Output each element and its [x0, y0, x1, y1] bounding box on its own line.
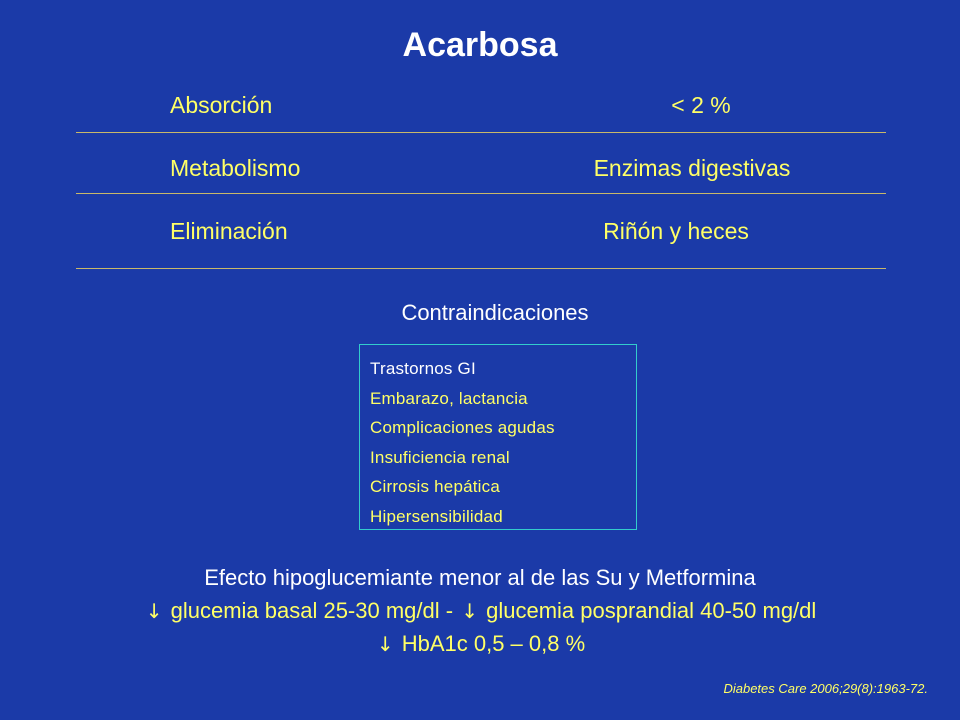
postprandial-glucose-text: glucemia posprandial 40-50 mg/dl: [486, 598, 817, 623]
contraindication-item: Hipersensibilidad: [370, 506, 503, 526]
down-arrow-icon: ↓: [461, 599, 478, 623]
pk-label-absorption: Absorción: [170, 92, 273, 118]
pk-label-elimination: Eliminación: [170, 218, 288, 244]
slide-title: Acarbosa: [402, 26, 558, 64]
effect-glucose-reduction: [0, 598, 960, 624]
contraindication-item: Insuficiencia renal: [370, 447, 510, 467]
pk-value-elimination: Riñón y heces: [603, 218, 749, 244]
pk-value-metabolism: Enzimas digestivas: [593, 155, 791, 181]
contraindications-list: [360, 345, 636, 531]
fasting-glucose-text: glucemia basal 25-30 mg/dl -: [170, 598, 454, 623]
hba1c-text: HbA1c 0,5 – 0,8 %: [401, 631, 586, 656]
down-arrow-icon: ↓: [145, 599, 163, 623]
contraindications-box: [359, 344, 637, 530]
contraindication-item: Complicaciones agudas: [370, 418, 555, 437]
contraindication-item: Cirrosis hepática: [370, 477, 501, 496]
down-arrow-icon: ↓: [376, 632, 394, 656]
row-divider: [76, 132, 886, 133]
effect-hba1c-reduction: [0, 631, 960, 657]
row-divider: [76, 268, 886, 269]
pk-label-metabolism: Metabolismo: [170, 155, 301, 181]
row-divider: [76, 193, 886, 194]
contraindications-heading: Contraindicaciones: [401, 300, 589, 325]
effect-summary: Efecto hipoglucemiante menor al de las Su y Metformina: [204, 565, 756, 590]
contraindication-item: Trastornos GI: [370, 359, 476, 378]
citation: Diabetes Care 2006;29(8):1963-72.: [723, 681, 928, 696]
contraindication-item: Embarazo, lactancia: [370, 388, 528, 408]
pk-value-absorption: < 2 %: [671, 92, 731, 118]
